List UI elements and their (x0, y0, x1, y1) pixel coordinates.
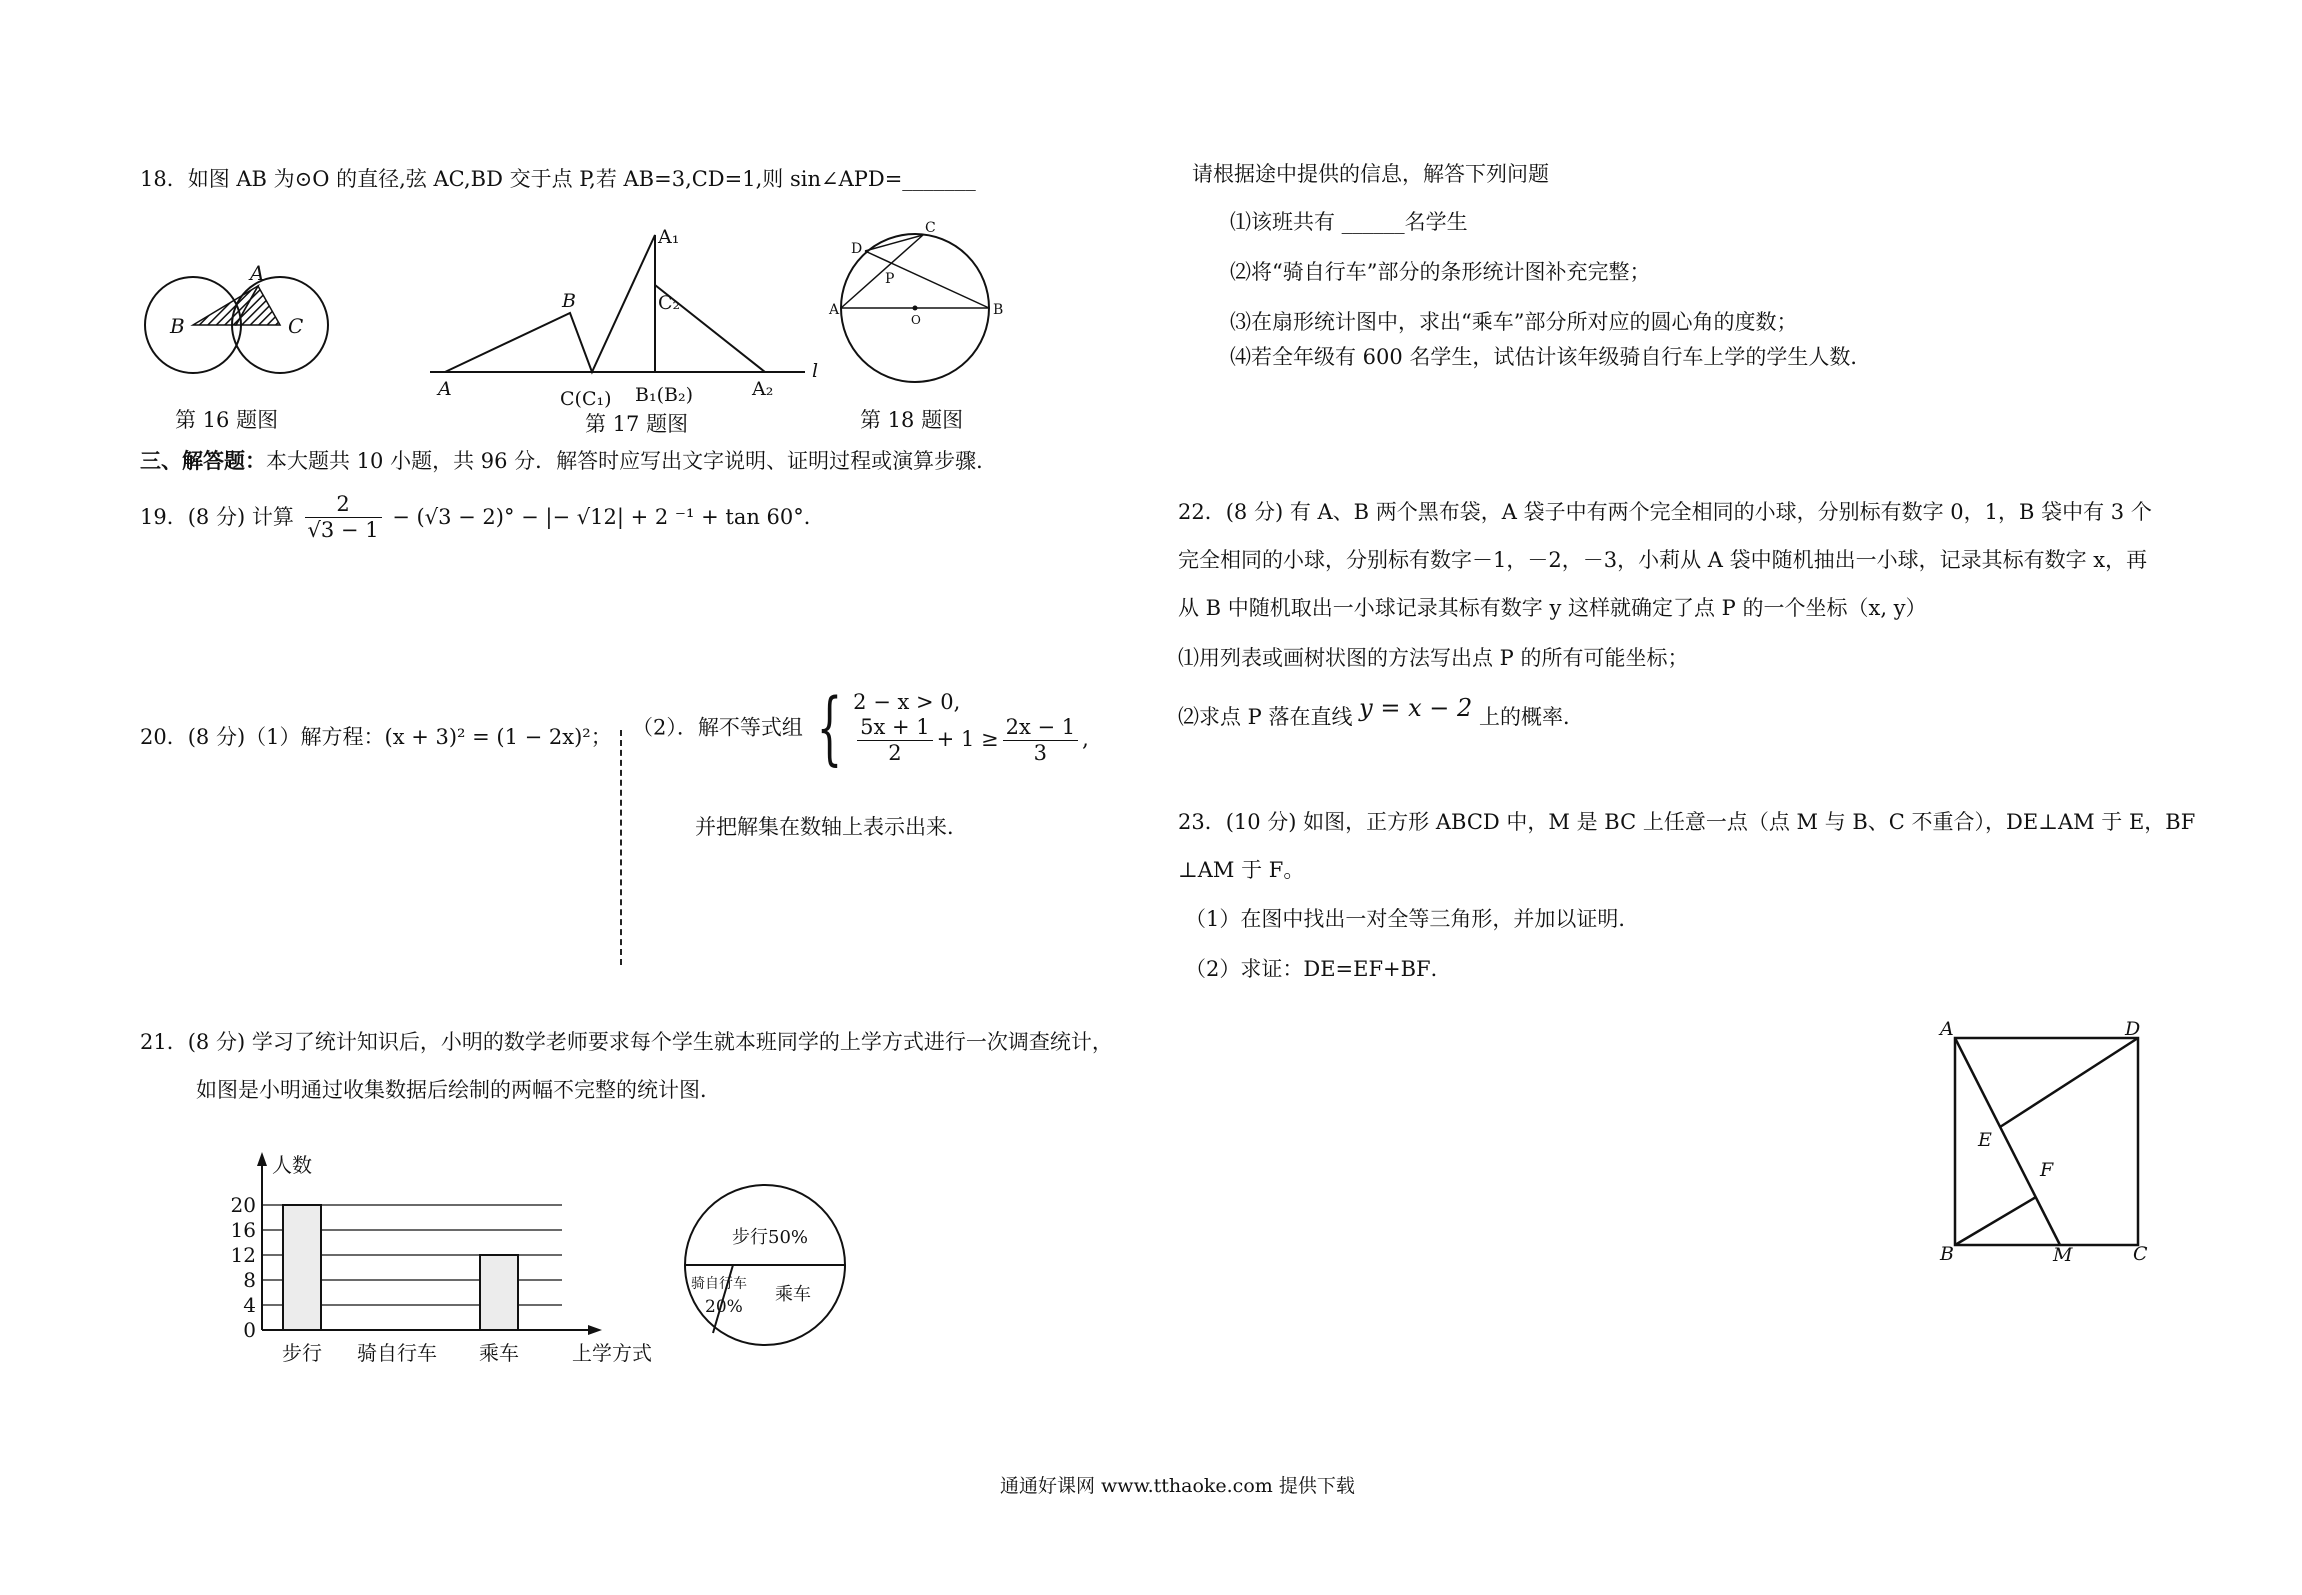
fig16-label-c: C (288, 314, 304, 338)
q22-line3: 从 B 中随机取出一小球记录其标有数字 y 这样就确定了点 P 的一个坐标（x, y） (1178, 596, 1927, 620)
q20-den1: 2 (888, 741, 902, 766)
square-label-m: M (2053, 1244, 2073, 1266)
y-tick-label: 0 (243, 1318, 256, 1342)
q20-end: , (1082, 727, 1089, 752)
q20-num1: 5x + 1 (857, 715, 933, 741)
bar-chart (220, 1150, 652, 1365)
square-figure (1930, 1018, 2150, 1266)
pie-label-bike: 骑自行车 (691, 1276, 747, 1292)
y-axis-label: 人数 (272, 1153, 312, 1177)
question-19 (140, 492, 825, 543)
q20-part1: 20．(8 分)（1）解方程：(x + 3)² = (1 − 2x)²； (140, 725, 612, 749)
q20-part2 (632, 681, 1089, 774)
pie-label-bike-percent: 20% (705, 1297, 743, 1317)
q23-line2: ⊥AM 于 F。 (1178, 858, 1305, 882)
fig17-label-a1: A₁ (658, 226, 680, 248)
figure-17 (430, 225, 830, 415)
q21-item-2: ⑵将“骑自行车”部分的条形统计图补充完整； (1230, 260, 1651, 284)
q19-denominator: √3 − 1 (307, 518, 379, 543)
figure-18 (829, 220, 1010, 395)
pie-label-walk: 步行50% (732, 1227, 809, 1248)
q23-item2: （2）求证：DE=EF+BF． (1185, 957, 1452, 981)
y-tick-label: 4 (243, 1293, 256, 1317)
q20-inequality-system (853, 690, 1089, 767)
fig18-label-o: O (911, 313, 921, 327)
figure-16 (138, 258, 338, 408)
q21-item-1: ⑴该班共有 ______名学生 (1230, 210, 1468, 234)
fig18-label-b: B (993, 302, 1004, 318)
section-3-title: 三、解答题： (140, 448, 266, 473)
q20-ineq1: 2 − x > 0, (853, 689, 961, 714)
q21-item-3: ⑶在扇形统计图中，求出“乘车”部分所对应的圆心角的度数； (1230, 310, 1798, 334)
footer: 通通好课网 www.tthaoke.com 提供下载 (1000, 1475, 1355, 1497)
q20-part2-label: （2）．解不等式组 (632, 715, 803, 740)
y-tick-label: 8 (243, 1268, 256, 1292)
q20-mid: + 1 ≥ (936, 727, 999, 752)
q21-item-4: ⑷若全年级有 600 名学生，试估计该年级骑自行车上学的学生人数． (1230, 345, 1872, 369)
q23-item1: （1）在图中找出一对全等三角形，并加以证明． (1185, 907, 1640, 931)
fig17-label-l: l (812, 360, 819, 382)
right-intro: 请根据途中提供的信息，解答下列问题 (1192, 162, 1549, 186)
pie-chart (675, 1180, 855, 1350)
q19-rest: − (√3 − 2)° − |− √12| + 2 ⁻¹ + tan 60°． (392, 505, 825, 530)
q19-numerator: 2 (305, 492, 382, 518)
section-3-heading (140, 448, 997, 474)
q19-prefix: 19．(8 分) 计算 (140, 505, 294, 530)
square-label-a: A (1940, 1018, 1954, 1040)
fig18-label-d: D (851, 241, 863, 257)
q22-item2 (1178, 694, 1584, 731)
fig17-label-c2: C₂ (658, 292, 681, 314)
bar (480, 1255, 518, 1330)
y-tick-label: 12 (230, 1243, 256, 1267)
square-label-f: F (2040, 1159, 2054, 1181)
y-tick-label: 20 (230, 1193, 256, 1217)
fig16-caption: 第 16 题图 (175, 408, 279, 432)
q19-fraction (305, 492, 382, 543)
square-label-c: C (2133, 1243, 2148, 1265)
question-18: 18．如图 AB 为⊙O 的直径,弦 AC,BD 交于点 P,若 AB=3,CD=1,则 sin∠APD=_______ (140, 167, 976, 191)
q21-line1: 21．(8 分) 学习了统计知识后，小明的数学老师要求每个学生就本班同学的上学方式进行一次调查统计， (140, 1030, 1113, 1054)
fig17-caption: 第 17 题图 (585, 412, 689, 436)
x-axis-label: 上学方式 (572, 1341, 652, 1365)
square-label-d: D (2125, 1018, 2141, 1040)
q22-equation: y = x − 2 (1359, 694, 1473, 722)
y-tick-label: 16 (230, 1218, 256, 1242)
fig17-label-b: B (562, 290, 576, 312)
fig18-label-p: P (885, 271, 895, 287)
fig18-caption: 第 18 题图 (860, 408, 964, 432)
q22-item1: ⑴用列表或画树状图的方法写出点 P 的所有可能坐标； (1178, 646, 1689, 670)
q22-item2-pre: ⑵求点 P 落在直线 (1178, 705, 1353, 729)
q20-den2: 3 (1033, 741, 1048, 766)
q20-ineq2 (853, 715, 1089, 766)
brace-icon: { (816, 681, 842, 774)
fig17-label-a: A (438, 378, 452, 400)
q22-line1: 22．(8 分) 有 A、B 两个黑布袋，A 袋子中有两个完全相同的小球，分别标有数字 0，1，B 袋中有 3 个 (1178, 500, 2152, 524)
y-axis-arrow-icon (257, 1152, 267, 1166)
fig18-label-a: A (829, 302, 840, 318)
x-tick-label: 骑自行车 (357, 1341, 437, 1365)
q22-item2-post: 上的概率． (1478, 705, 1584, 729)
fig17-label-b1: B₁(B₂) (635, 384, 693, 406)
fig17-label-c: C(C₁) (560, 388, 612, 410)
fig16-label-b: B (170, 314, 185, 338)
pie-label-car: 乘车 (775, 1284, 811, 1305)
q22-line2: 完全相同的小球，分别标有数字－1，－2，－3，小莉从 A 袋中随机抽出一小球，记录其标有数字 x，再 (1178, 548, 2148, 572)
fig17-label-a2: A₂ (752, 378, 774, 400)
q20-num2: 2x − 1 (1003, 715, 1079, 741)
q21-line2: 如图是小明通过收集数据后绘制的两幅不完整的统计图． (196, 1078, 721, 1102)
fig16-label-a: A (250, 261, 265, 285)
square-label-b: B (1940, 1243, 1954, 1265)
q23-line1: 23．(10 分) 如图，正方形 ABCD 中，M 是 BC 上任意一点（点 M 与 B、C 不重合），DE⊥AM 于 E，BF (1178, 810, 2196, 834)
x-tick-label: 步行 (282, 1341, 322, 1365)
divider-dashed (620, 730, 622, 965)
x-tick-label: 乘车 (479, 1341, 519, 1365)
square-label-e: E (1978, 1129, 1992, 1151)
fig18-label-c: C (925, 220, 936, 236)
section-3-desc: 本大题共 10 小题，共 96 分．解答时应写出文字说明、证明过程或演算步骤． (266, 449, 998, 473)
q20-note: 并把解集在数轴上表示出来． (695, 815, 968, 839)
x-axis-arrow-icon (588, 1325, 602, 1335)
bar (283, 1205, 321, 1330)
